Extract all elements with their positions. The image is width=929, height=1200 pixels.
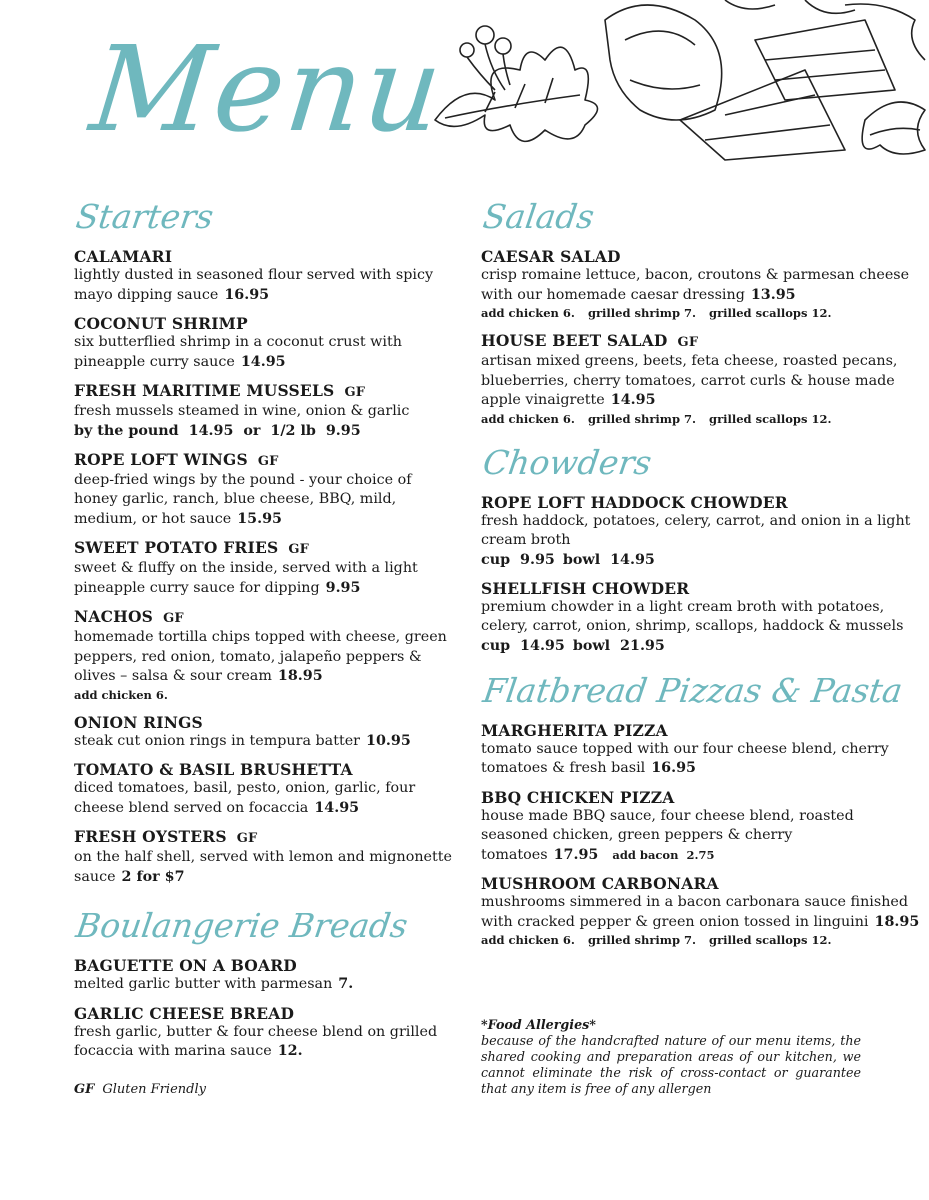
item-name: CALAMARI: [74, 247, 173, 266]
menu-item-garlic-cheese-bread: [74, 1004, 454, 1062]
item-addons: [481, 305, 921, 322]
chowders-heading: Chowders: [480, 442, 655, 482]
item-price: 12.: [277, 1043, 303, 1059]
item-price: 10.95: [366, 732, 411, 749]
item-name: COCONUT SHRIMP: [74, 314, 248, 333]
menu-item-coconut-shrimp: [74, 314, 454, 372]
item-desc: deep-fried wings by the pound - your choice of honey garlic, ranch, blue cheese, BBQ, mild, medium, or hot sauce 15.95: [74, 471, 412, 527]
gf-badge: GF: [344, 385, 366, 400]
item-desc: sweet & fluffy on the inside, served with a light pineapple curry sauce for dipping 9.95: [74, 560, 418, 596]
item-price: by the pound 14.95 or 1/2 lb 9.95: [74, 422, 361, 439]
menu-item-haddock-chowder: [481, 493, 921, 570]
item-name: SWEET POTATO FRIES GF: [74, 538, 310, 557]
menu-title: Menu: [84, 20, 450, 158]
menu-item-brushetta: [74, 760, 454, 818]
item-addon: add chicken 6.: [74, 687, 168, 702]
cheese-and-leaves-illustration: [425, 0, 929, 180]
item-desc: crisp romaine lettuce, bacon, croutons & parmesan cheese with our homemade caesar dressing 13.95: [481, 267, 910, 303]
gf-badge: GF: [288, 542, 310, 557]
item-desc: lightly dusted in seasoned flour served with spicy mayo dipping sauce 16.95: [74, 267, 434, 303]
item-desc: premium chowder in a light cream broth with potatoes, celery, carrot, onion, shrimp, scallops, haddock & mussels: [481, 598, 904, 634]
allergy-text: because of the handcrafted nature of our menu items, the shared cooking and preparation areas of our kitchen, we cannot eliminate the risk of cross-contact or guarantee that any item is free of any allergen: [481, 1033, 861, 1096]
addon: grilled shrimp 7.: [587, 411, 697, 426]
item-name: BBQ CHICKEN PIZZA: [481, 787, 675, 807]
item-addons: [481, 411, 921, 428]
breads-heading: Boulangerie Breads: [73, 906, 411, 945]
menu-item-baguette: [74, 956, 454, 995]
item-price: 14.95: [240, 353, 286, 370]
item-desc: steak cut onion rings in tempura batter 10.95: [74, 732, 411, 749]
addon: grilled shrimp 7.: [587, 306, 697, 320]
item-name: HOUSE BEET SALAD GF: [481, 331, 699, 350]
allergy-heading: *Food Allergies*: [481, 1017, 596, 1032]
menu-item-sweet-potato-fries: [74, 538, 454, 598]
item-desc: house made BBQ sauce, four cheese blend, roasted seasoned chicken, green peppers & cherry tomatoes 17.95 add bacon 2.75: [481, 807, 854, 863]
item-name: MARGHERITA PIZZA: [481, 720, 668, 740]
menu-item-calamari: [74, 247, 454, 305]
menu-item-shellfish-chowder: [481, 579, 921, 656]
addon: add chicken 6.: [481, 411, 575, 426]
item-price: 16.95: [651, 760, 697, 776]
gf-footnote: [74, 1082, 206, 1097]
menu-item-nachos: [74, 607, 454, 704]
item-desc: six butterflied shrimp in a coconut crust with pineapple curry sauce 14.95: [74, 334, 402, 370]
addon: grilled shrimp 7.: [587, 933, 697, 947]
item-price: 13.95: [750, 286, 796, 303]
gf-meaning: Gluten Friendly: [102, 1082, 206, 1097]
gf-badge: GF: [163, 611, 184, 626]
item-name: CAESAR SALAD: [481, 247, 621, 266]
item-price: cup 9.95 bowl 14.95: [481, 551, 655, 568]
item-name: ROPE LOFT WINGS GF: [74, 449, 279, 469]
item-name: TOMATO & BASIL BRUSHETTA: [74, 760, 353, 779]
item-addon: add bacon 2.75: [612, 847, 715, 862]
item-desc: fresh haddock, potatoes, celery, carrot, and onion in a light cream broth: [481, 512, 911, 548]
item-price: 18.95: [874, 913, 920, 930]
item-price: 9.95: [325, 579, 361, 596]
item-name: GARLIC CHEESE BREAD: [74, 1003, 295, 1023]
item-name: ROPE LOFT HADDOCK CHOWDER: [481, 492, 788, 512]
menu-item-beet-salad: [481, 331, 921, 428]
gf-badge: GF: [257, 453, 279, 469]
item-price: 7.: [338, 976, 354, 992]
item-name: BAGUETTE ON A BOARD: [74, 956, 297, 975]
item-price: 17.95: [553, 846, 599, 863]
item-desc: artisan mixed greens, beets, feta cheese, roasted pecans, blueberries, cherry tomatoes, carrot curls & house made apple vinaigrette 14.95: [481, 353, 898, 408]
item-desc: homemade tortilla chips topped with cheese, green peppers, red onion, tomato, jalapeño peppers & olives – salsa & sour cream 18.95: [74, 629, 447, 684]
menu-item-margherita: [481, 721, 921, 779]
menu-item-bbq-chicken-pizza: [481, 788, 921, 866]
salads-heading: Salads: [480, 197, 597, 236]
menu-item-oysters: [74, 827, 454, 887]
addon: grilled scallops 12.: [709, 306, 832, 320]
menu-item-onion-rings: [74, 713, 454, 752]
starters-heading: Starters: [73, 197, 216, 236]
allergy-notice: [481, 1017, 861, 1097]
right-column: [480, 197, 921, 958]
item-desc: melted garlic butter with parmesan 7.: [74, 976, 354, 992]
addon: grilled scallops 12.: [709, 411, 832, 426]
menu-item-mushroom-carbonara: [481, 874, 921, 949]
item-desc: tomato sauce topped with our four cheese blend, cherry tomatoes & fresh basil 16.95: [481, 740, 889, 776]
pizzas-heading: Flatbread Pizzas & Pasta: [480, 670, 905, 710]
menu-item-caesar: [481, 247, 921, 322]
item-price: 18.95: [277, 668, 323, 684]
menu-item-mussels: [74, 381, 454, 441]
item-desc: mushrooms simmered in a bacon carbonara sauce finished with cracked pepper & green onion tossed in linguini 18.95: [481, 894, 920, 930]
item-desc: fresh mussels steamed in wine, onion & garlic: [74, 403, 410, 419]
item-addons: [481, 932, 921, 949]
item-desc: diced tomatoes, basil, pesto, onion, garlic, four cheese blend served on focaccia 14.95: [74, 780, 416, 816]
item-name: ONION RINGS: [74, 712, 203, 732]
gf-badge: GF: [236, 831, 258, 846]
item-price: 15.95: [237, 510, 283, 527]
item-name: SHELLFISH CHOWDER: [481, 578, 690, 598]
item-desc: fresh garlic, butter & four cheese blend on grilled focaccia with marina sauce 12.: [74, 1023, 438, 1059]
addon: grilled scallops 12.: [709, 933, 832, 947]
addon: add chicken 6.: [481, 306, 575, 320]
addon: add chicken 6.: [481, 933, 575, 947]
item-name: FRESH MARITIME MUSSELS GF: [74, 381, 366, 400]
item-price: 2 for $7: [121, 868, 185, 885]
gf-badge: GF: [677, 335, 699, 350]
menu-item-wings: [74, 450, 454, 530]
item-price: cup 14.95 bowl 21.95: [481, 637, 665, 654]
item-name: FRESH OYSTERS GF: [74, 827, 258, 846]
item-name: MUSHROOM CARBONARA: [481, 874, 719, 893]
left-column: [73, 197, 454, 1071]
item-price: 14.95: [314, 799, 360, 816]
gf-abbr: GF: [74, 1082, 95, 1097]
item-desc: on the half shell, served with lemon and mignonette sauce 2 for $7: [74, 849, 452, 885]
item-name: NACHOS GF: [74, 607, 184, 626]
item-price: 16.95: [224, 286, 270, 303]
item-price: 14.95: [610, 392, 656, 408]
